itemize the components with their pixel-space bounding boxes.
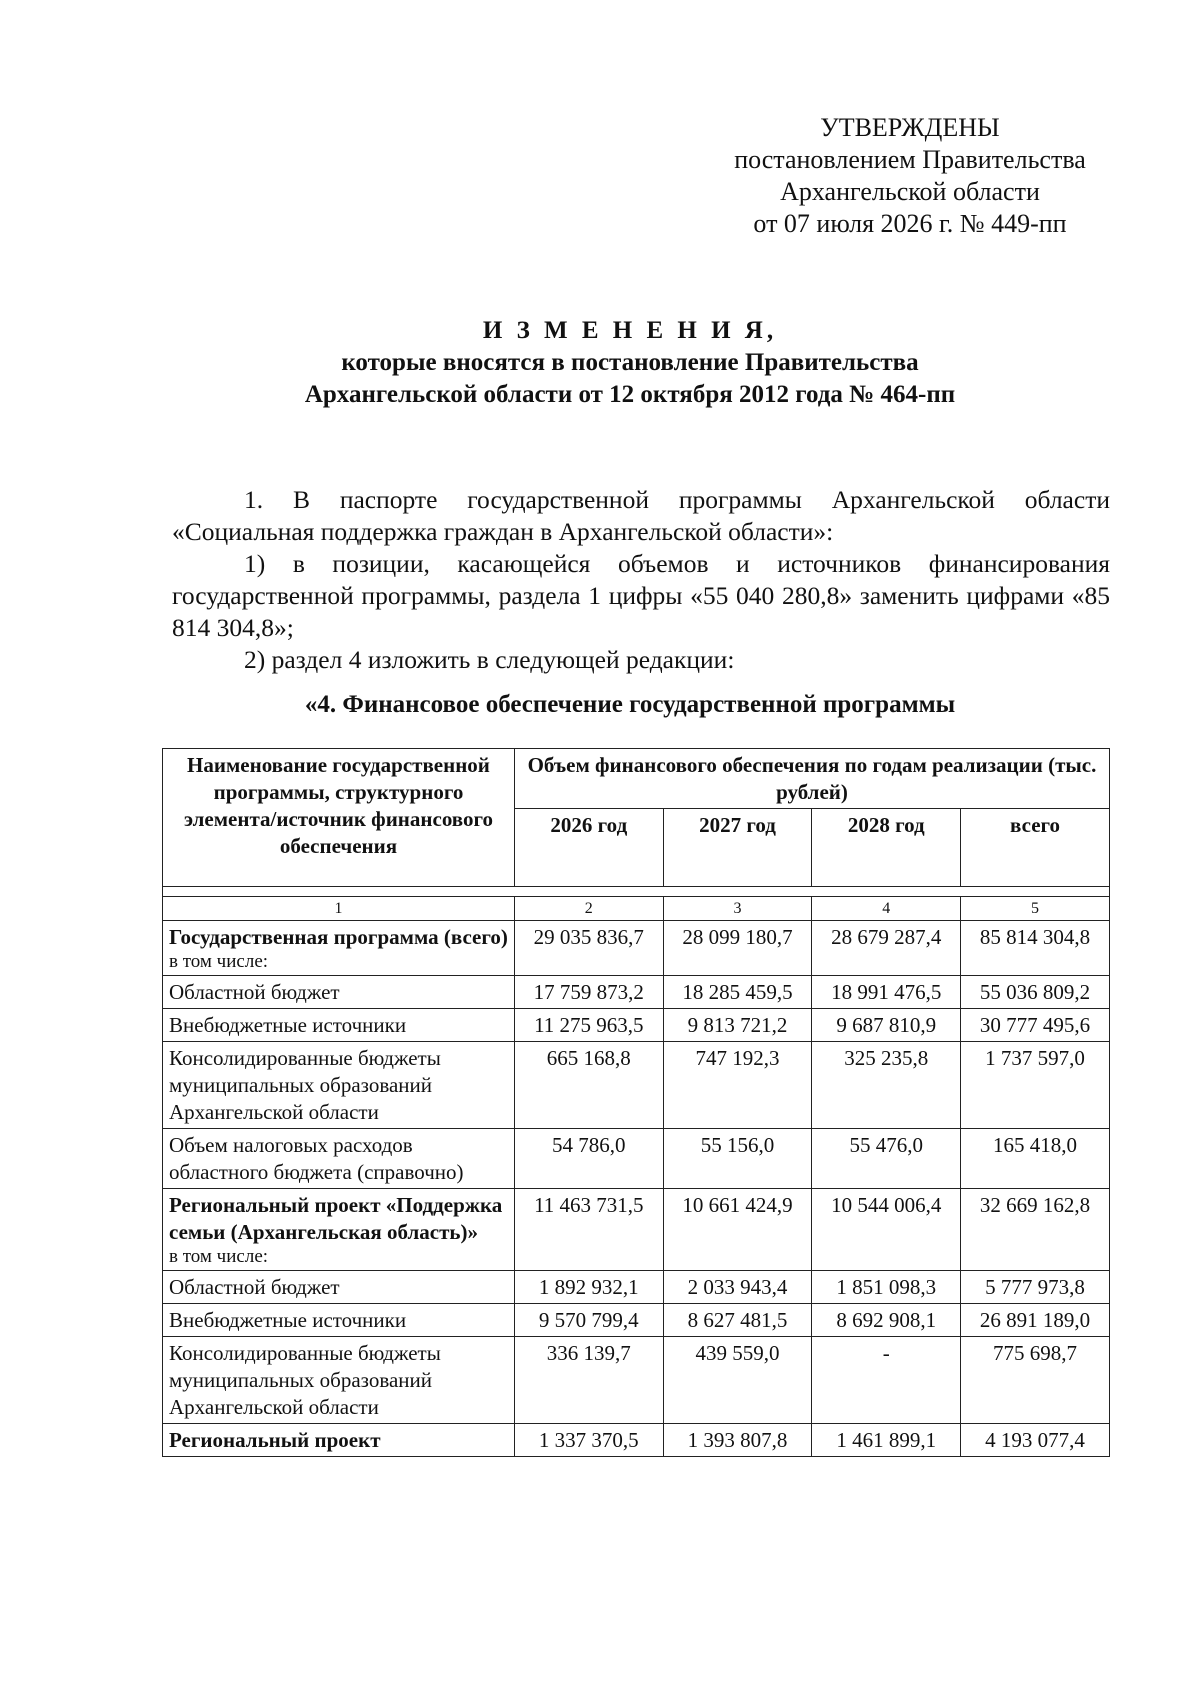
approval-line-2: постановлением Правительства (734, 145, 1086, 174)
row-name: Объем налоговых расходов областного бюджета (справочно) (163, 1129, 515, 1189)
header-name: Наименование государственной программы, структурного элемента/источник финансового обеспечения (163, 749, 515, 887)
column-number: 2 (514, 897, 663, 921)
header-year-2028: 2028 год (812, 809, 961, 887)
table-row (163, 1304, 1110, 1337)
cell-2027: 2 033 943,4 (663, 1271, 812, 1304)
financing-table (162, 748, 1110, 1457)
cell-2027: 28 099 180,7 (663, 921, 812, 976)
cell-2027: 9 813 721,2 (663, 1009, 812, 1042)
cell-2027: 747 192,3 (663, 1042, 812, 1129)
cell-2028: 9 687 810,9 (812, 1009, 961, 1042)
in-that-number: в том числе: (169, 1246, 269, 1267)
column-number: 1 (163, 897, 515, 921)
cell-total: 1 737 597,0 (961, 1042, 1110, 1129)
cell-total: 85 814 304,8 (961, 921, 1110, 976)
table-row (163, 1337, 1110, 1424)
header-volume: Объем финансового обеспечения по годам реализации (тыс. рублей) (514, 749, 1109, 809)
row-name: Внебюджетные источники (163, 1304, 515, 1337)
cell-2026: 1 337 370,5 (514, 1424, 663, 1457)
approval-line-4: от 07 июля 2026 г. № 449-пп (753, 209, 1067, 238)
cell-2027: 18 285 459,5 (663, 976, 812, 1009)
cell-2027: 10 661 424,9 (663, 1189, 812, 1271)
cell-total: 30 777 495,6 (961, 1009, 1110, 1042)
cell-2028: 10 544 006,4 (812, 1189, 961, 1271)
cell-total: 4 193 077,4 (961, 1424, 1110, 1457)
approval-line-1: УТВЕРЖДЕНЫ (820, 113, 1000, 142)
cell-total: 26 891 189,0 (961, 1304, 1110, 1337)
row-name: Областной бюджет (163, 1271, 515, 1304)
cell-2026: 54 786,0 (514, 1129, 663, 1189)
cell-2028: 1 851 098,3 (812, 1271, 961, 1304)
paragraph-2: 1) в позиции, касающейся объемов и источников финансирования государственной программы, раздела 1 цифры «55 040 280,8» заменить цифрами «85 814 304,8»; (172, 549, 1110, 642)
cell-total: 32 669 162,8 (961, 1189, 1110, 1271)
cell-total: 5 777 973,8 (961, 1271, 1110, 1304)
approval-stamp (700, 112, 1120, 240)
cell-2026: 11 275 963,5 (514, 1009, 663, 1042)
cell-2028: - (812, 1337, 961, 1424)
row-name-text: Региональный проект (169, 1428, 381, 1452)
cell-2026: 11 463 731,5 (514, 1189, 663, 1271)
cell-total: 775 698,7 (961, 1337, 1110, 1424)
table-row (163, 1009, 1110, 1042)
table-row (163, 1424, 1110, 1457)
cell-2028: 8 692 908,1 (812, 1304, 961, 1337)
row-name (163, 1189, 515, 1271)
cell-2026: 665 168,8 (514, 1042, 663, 1129)
title-line-1: И З М Е Н Е Н И Я, (482, 317, 778, 344)
title-line-2: которые вносятся в постановление Правительства (341, 349, 919, 376)
table-row (163, 976, 1110, 1009)
paragraph-3: 2) раздел 4 изложить в следующей редакции: (244, 645, 735, 674)
in-that-number: в том числе: (169, 951, 269, 972)
cell-2026: 1 892 932,1 (514, 1271, 663, 1304)
cell-2026: 17 759 873,2 (514, 976, 663, 1009)
document-title (150, 315, 1110, 411)
cell-2028: 18 991 476,5 (812, 976, 961, 1009)
cell-2027: 1 393 807,8 (663, 1424, 812, 1457)
row-name-text: Региональный проект «Поддержка семьи (Архангельская область)» (169, 1193, 503, 1244)
paragraph-1: 1. В паспорте государственной программы Архангельской области «Социальная поддержка граждан в Архангельской области»: (172, 485, 1110, 546)
cell-2028: 28 679 287,4 (812, 921, 961, 976)
cell-total: 55 036 809,2 (961, 976, 1110, 1009)
row-name (163, 1424, 515, 1457)
cell-2026: 29 035 836,7 (514, 921, 663, 976)
title-line-3: Архангельской области от 12 октября 2012 года № 464-пп (304, 381, 956, 408)
column-number: 5 (961, 897, 1110, 921)
header-total: всего (961, 809, 1110, 887)
body-text (172, 484, 1110, 676)
header-year-2026: 2026 год (514, 809, 663, 887)
table-separator (163, 887, 1110, 897)
cell-2028: 1 461 899,1 (812, 1424, 961, 1457)
header-year-2027: 2027 год (663, 809, 812, 887)
cell-2026: 9 570 799,4 (514, 1304, 663, 1337)
cell-total: 165 418,0 (961, 1129, 1110, 1189)
table-row (163, 1042, 1110, 1129)
cell-2026: 336 139,7 (514, 1337, 663, 1424)
row-name: Консолидированные бюджеты муниципальных образований Архангельской области (163, 1337, 515, 1424)
row-name-text: Государственная программа (всего) (169, 925, 508, 949)
cell-2027: 439 559,0 (663, 1337, 812, 1424)
row-name: Областной бюджет (163, 976, 515, 1009)
table-row (163, 1271, 1110, 1304)
table-row (163, 921, 1110, 976)
section-heading: «4. Финансовое обеспечение государственной программы (304, 691, 956, 718)
column-number: 3 (663, 897, 812, 921)
cell-2028: 325 235,8 (812, 1042, 961, 1129)
row-name: Внебюджетные источники (163, 1009, 515, 1042)
column-number-row (163, 897, 1110, 921)
column-number: 4 (812, 897, 961, 921)
cell-2028: 55 476,0 (812, 1129, 961, 1189)
table-row (163, 1189, 1110, 1271)
cell-2027: 8 627 481,5 (663, 1304, 812, 1337)
approval-line-3: Архангельской области (780, 177, 1040, 206)
table-header-row-1 (163, 749, 1110, 809)
cell-2027: 55 156,0 (663, 1129, 812, 1189)
table-row (163, 1129, 1110, 1189)
row-name: Консолидированные бюджеты муниципальных образований Архангельской области (163, 1042, 515, 1129)
row-name (163, 921, 515, 976)
